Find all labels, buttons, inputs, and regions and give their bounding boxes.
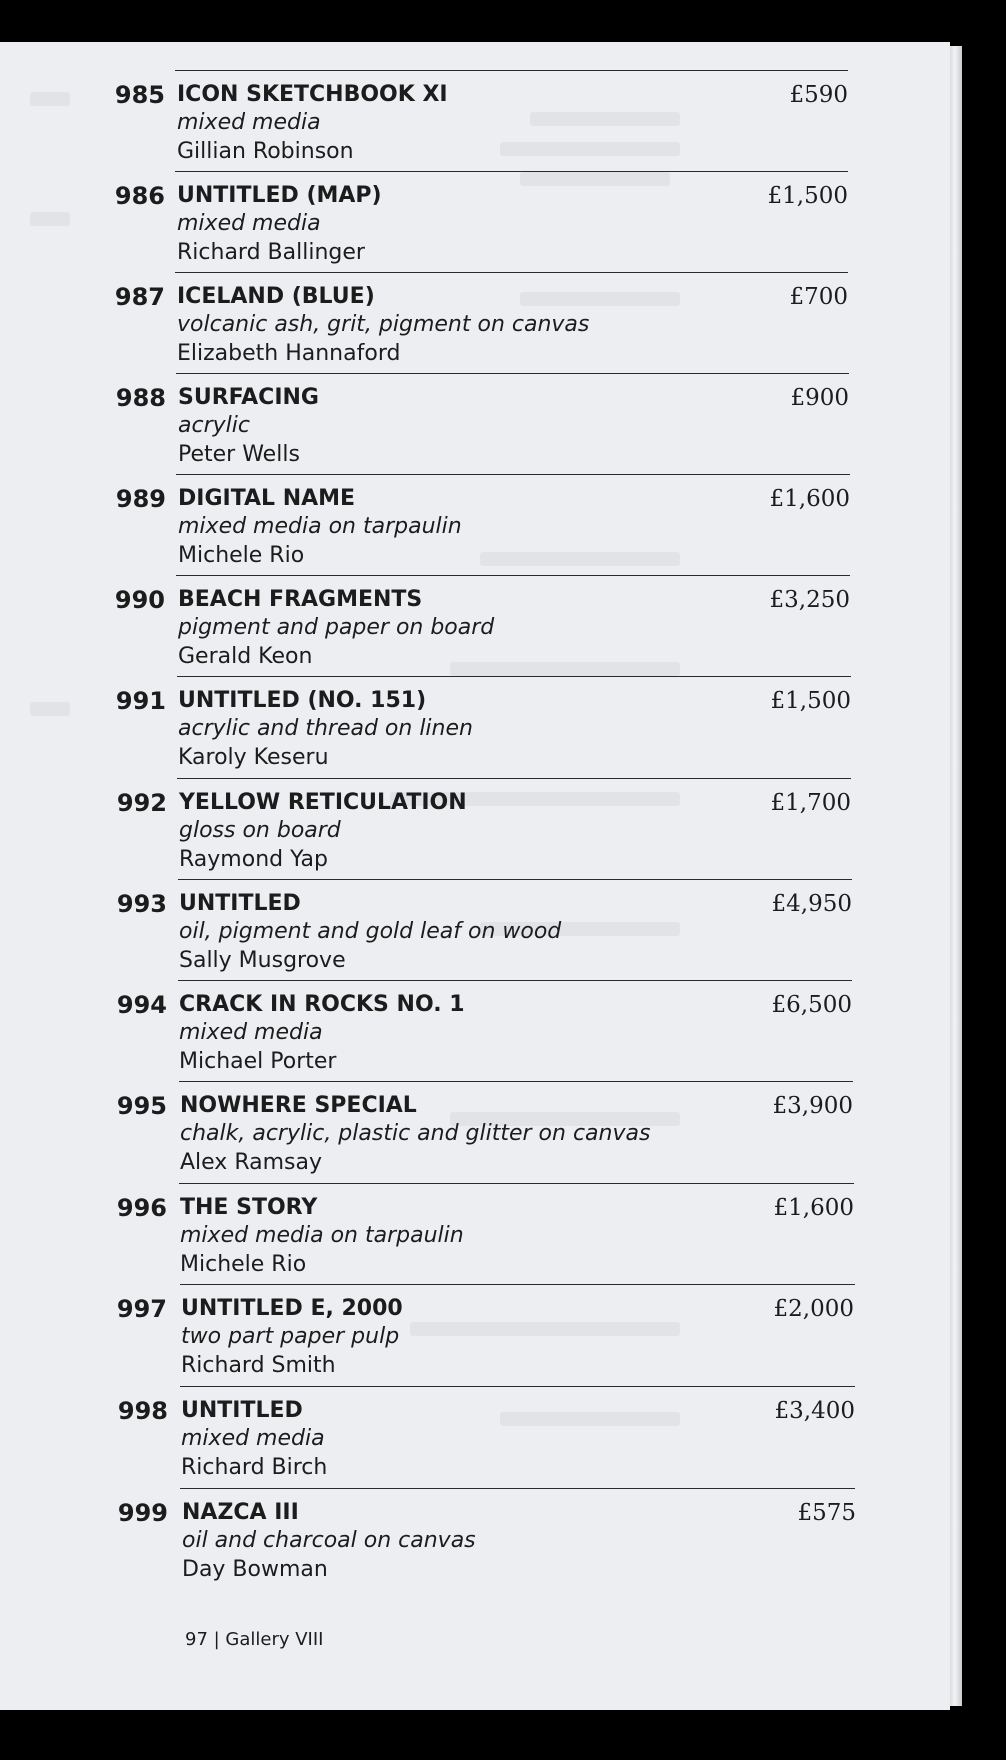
price: £2,000 <box>773 1296 854 1322</box>
artist-name: Richard Birch <box>181 1455 328 1480</box>
lot-entry <box>0 676 950 777</box>
lot-entry <box>0 474 950 575</box>
artwork-title: BEACH FRAGMENTS <box>178 587 423 612</box>
catalogue-page <box>0 42 950 1710</box>
divider-line <box>176 575 850 576</box>
lot-entry <box>0 1183 950 1284</box>
divider-line <box>179 1081 853 1082</box>
artist-name: Karoly Keseru <box>178 745 329 770</box>
page-edge <box>950 46 962 1706</box>
artwork-medium: gloss on board <box>179 818 341 843</box>
artwork-medium: oil and charcoal on canvas <box>182 1528 476 1553</box>
artwork-title: ICELAND (BLUE) <box>177 284 375 309</box>
lot-number: 991 <box>115 687 166 715</box>
price: £4,950 <box>771 891 852 917</box>
artwork-medium: mixed media <box>181 1426 325 1451</box>
divider-line <box>177 778 851 779</box>
price: £1,500 <box>767 183 848 209</box>
divider-line <box>179 1183 854 1184</box>
divider-line <box>175 272 848 273</box>
price: £3,400 <box>774 1398 855 1424</box>
price: £1,700 <box>770 790 851 816</box>
divider-line <box>178 879 852 880</box>
lot-number: 997 <box>116 1295 167 1323</box>
artwork-medium: mixed media <box>177 211 321 236</box>
artwork-medium: mixed media on tarpaulin <box>178 514 462 539</box>
lot-number: 987 <box>114 283 165 311</box>
artwork-medium: mixed media <box>177 110 321 135</box>
price: £900 <box>790 385 849 411</box>
divider-line <box>177 676 851 677</box>
artwork-medium: mixed media <box>179 1020 323 1045</box>
lot-entry <box>0 575 950 676</box>
price: £700 <box>789 284 848 310</box>
artwork-title: SURFACING <box>178 385 319 410</box>
lot-number: 996 <box>116 1194 167 1222</box>
artwork-title: UNTITLED <box>179 891 301 916</box>
artwork-medium: acrylic <box>178 413 250 438</box>
artwork-medium: mixed media on tarpaulin <box>180 1223 464 1248</box>
artist-name: Day Bowman <box>182 1557 328 1582</box>
price: £1,500 <box>770 688 851 714</box>
artwork-medium: chalk, acrylic, plastic and glitter on canvas <box>180 1121 651 1146</box>
artist-name: Michele Rio <box>180 1252 307 1277</box>
price: £575 <box>797 1500 856 1526</box>
lot-number: 985 <box>114 81 165 109</box>
artist-name: Sally Musgrove <box>179 948 346 973</box>
artwork-title: UNTITLED (MAP) <box>177 183 382 208</box>
page-footer: 97 | Gallery VIII <box>185 1629 324 1650</box>
artist-name: Richard Ballinger <box>177 240 365 265</box>
divider-line <box>180 1386 855 1387</box>
artist-name: Michele Rio <box>178 543 305 568</box>
price: £3,900 <box>772 1093 853 1119</box>
lot-number: 995 <box>116 1092 167 1120</box>
artwork-medium: oil, pigment and gold leaf on wood <box>179 919 562 944</box>
artwork-medium: acrylic and thread on linen <box>178 716 473 741</box>
lot-entry <box>0 1081 950 1182</box>
artwork-title: YELLOW RETICULATION <box>179 790 467 815</box>
artwork-title: NOWHERE SPECIAL <box>180 1093 417 1118</box>
artwork-medium: volcanic ash, grit, pigment on canvas <box>177 312 590 337</box>
artwork-title: DIGITAL NAME <box>178 486 356 511</box>
artwork-title: ICON SKETCHBOOK XI <box>177 82 448 107</box>
divider-line <box>175 171 848 172</box>
lot-entry <box>0 272 950 373</box>
lot-entry <box>0 778 950 879</box>
lot-number: 986 <box>114 182 165 210</box>
lot-entry <box>0 1284 950 1385</box>
lot-list <box>0 42 950 1662</box>
artwork-medium: pigment and paper on board <box>178 615 495 640</box>
lot-number: 993 <box>116 890 167 918</box>
price: £3,250 <box>769 587 850 613</box>
lot-entry <box>0 1488 950 1589</box>
lot-number: 988 <box>115 384 166 412</box>
artist-name: Michael Porter <box>179 1049 337 1074</box>
artwork-title: UNTITLED E, 2000 <box>181 1296 403 1321</box>
artwork-title: UNTITLED (NO. 151) <box>178 688 427 713</box>
lot-number: 999 <box>117 1499 168 1527</box>
lot-number: 994 <box>116 991 167 1019</box>
lot-entry <box>0 373 950 474</box>
price: £1,600 <box>773 1195 854 1221</box>
artwork-title: CRACK IN ROCKS NO. 1 <box>179 992 465 1017</box>
artwork-medium: two part paper pulp <box>181 1324 400 1349</box>
divider-line <box>180 1488 855 1489</box>
divider-line <box>176 474 850 475</box>
lot-number: 992 <box>116 789 167 817</box>
artist-name: Gerald Keon <box>178 644 313 669</box>
artist-name: Peter Wells <box>178 442 300 467</box>
price: £590 <box>789 82 848 108</box>
artist-name: Raymond Yap <box>179 847 328 872</box>
artist-name: Alex Ramsay <box>180 1150 323 1175</box>
artist-name: Gillian Robinson <box>177 139 354 164</box>
artwork-title: NAZCA III <box>182 1500 299 1525</box>
divider-line <box>178 980 852 981</box>
artist-name: Elizabeth Hannaford <box>177 341 401 366</box>
lot-number: 989 <box>115 485 166 513</box>
lot-entry <box>0 980 950 1081</box>
artist-name: Richard Smith <box>181 1353 336 1378</box>
artwork-title: THE STORY <box>180 1195 318 1220</box>
lot-entry <box>0 70 950 171</box>
lot-number: 998 <box>117 1397 168 1425</box>
lot-number: 990 <box>114 586 165 614</box>
lot-entry <box>0 171 950 272</box>
divider-line <box>175 70 848 71</box>
divider-line <box>180 1284 855 1285</box>
lot-entry <box>0 1386 950 1487</box>
price: £1,600 <box>769 486 850 512</box>
artwork-title: UNTITLED <box>181 1398 303 1423</box>
divider-line <box>176 373 849 374</box>
lot-entry <box>0 879 950 980</box>
price: £6,500 <box>771 992 852 1018</box>
